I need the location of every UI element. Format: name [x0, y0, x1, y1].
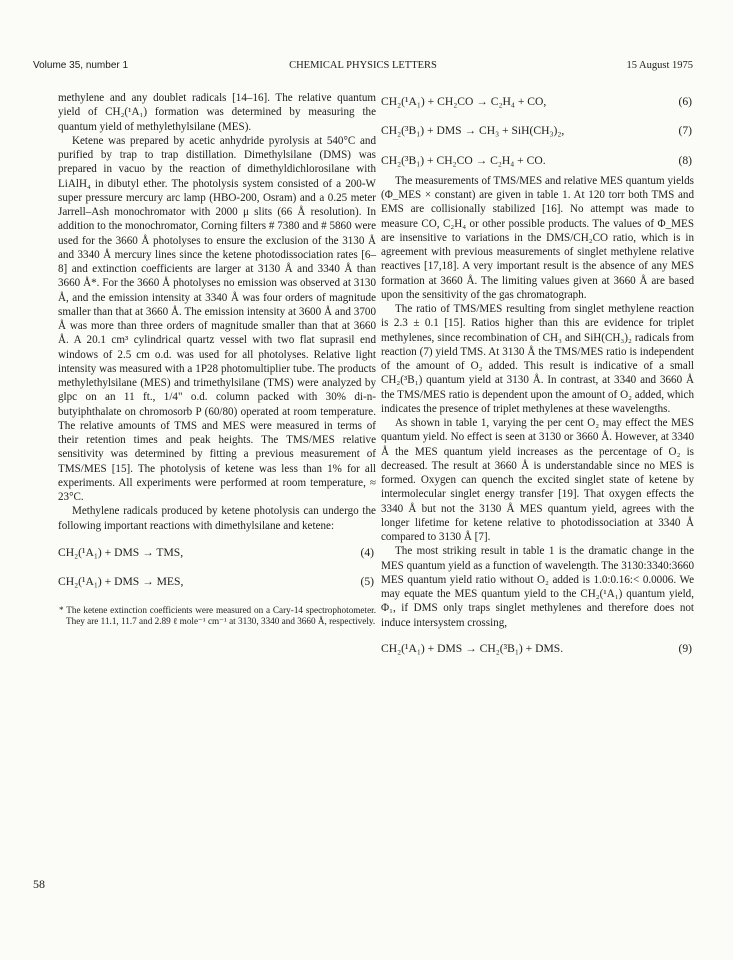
right-column	[381, 91, 694, 656]
footnote: * The ketene extinction coefficients were measured on a Cary-14 spectrophotometer. They are 11.1, 11.7 and 2.89 ℓ mole⁻¹ cm⁻¹ at 3130, 3340 and 3660 Å, respectively.	[59, 605, 376, 627]
issue-date: 15 August 1975	[626, 60, 693, 71]
equation-text: CH₂(¹A₁) + DMS → CH₂(³B₁) + DMS.	[381, 641, 564, 655]
equation-9	[381, 642, 694, 656]
equation-7	[381, 124, 694, 138]
running-header	[33, 60, 693, 76]
equation-text: CH₂(¹A₁) + DMS → TMS,	[58, 545, 184, 559]
equation-number: (8)	[678, 153, 692, 167]
equation-text: CH₂(³B₁) + CH₂CO → C₂H₄ + CO.	[381, 153, 546, 167]
equation-text: CH₂(³B₁) + DMS → CH₃ + SiH(CH₃)₂,	[381, 124, 565, 138]
paragraph: The most striking result in table 1 is the dramatic change in the MES quantum yield as a function of wavelength. The 3130:3340:3660 MES quantum yield ratio without O₂ added is 1.0:0.16:< 0.0006. We may equate the MES quantum yield to the CH₂(¹A₁) quantum yield, Φ₁, if DMS only traps singlet methylenes and therefore does not induce intersystem crossing,	[381, 545, 694, 629]
journal-title: CHEMICAL PHYSICS LETTERS	[289, 60, 437, 71]
equation-text: CH₂(¹A₁) + CH₂CO → C₂H₄ + CO,	[381, 95, 547, 108]
equation-8	[381, 154, 694, 168]
equation-4	[58, 546, 376, 560]
paragraph: Ketene was prepared by acetic anhydride pyrolysis at 540°C and purified by trap to trap distillation. Dimethylsilane (DMS) was prepared in vacuo by the reaction of dimethyldichlorosilane with LiAlH₄ in dibutyl ether. The photolysis system consisted of a 200-W super pressure mercury arc lamp (HBO-200, Osram) and a 0.25 meter Jarrell–Ash monochromator with 2000 μ slits (66 Å resolution). In addition to the monochromator, Corning filters # 7380 and # 5860 were used for the 3660 Å photolyses to ensure the exclusion of the 3130 Å and 3340 Å mercury lines since the ketene photodissociation rates [6–8] and extinction coefficients are larger at 3130 Å and 3340 Å than 3660 Å*. For the 3660 Å photolyses no emission was observed at 3130 Å, and the emission intensity at 3340 Å was four orders of magnitude smaller than that at 3660 Å. The emission intensity at 3600 Å and 3700 Å was more than three orders of magnitude smaller than that at 3660 Å. A 20.1 cm³ cylindrical quartz vessel with two flat suprasil end windows of 2.5 cm o.d. was used for all photolyses. Relative light intensity was measured with a 1P28 photomultiplier tube. The products methylethylsilane (MES) and trimethylsilane (TMS) were analyzed by glpc on an 11 ft., 1/4" o.d. column packed with 30% di-n-butyiphthalate on chromosorb P (60/80) operated at room temperature. The relative amounts of TMS and MES were measured in terms of their retention times and peak heights. The TMS/MES relative sensitivity was determined by fitting a previous measurement of TMS/MES [15]. The photolysis of ketene was less than 1% for all experiments. All experiments were performed at room temperature, ≈ 23°C.	[58, 134, 376, 503]
equation-number: (5)	[360, 575, 374, 588]
page-number: 58	[33, 877, 45, 891]
equation-5	[58, 575, 376, 589]
left-column	[58, 91, 376, 628]
paragraph: methylene and any doublet radicals [14–16]. The relative quantum yield of CH₂(¹A₁) formation was determined by measuring the quantum yield of methylethylsilane (MES).	[58, 92, 376, 133]
paragraph: As shown in table 1, varying the per cent O₂ may effect the MES quantum yield. No effect is seen at 3130 or 3660 Å. However, at 3340 Å the MES quantum yield increases as the percentage of O₂ is decreased. The result at 3660 Å is understandable since no MES is formed. Oxygen can quench the excited singlet state of ketene by intermolecular singlet energy transfer [19]. That oxygen effects the 3340 Å but not the 3130 Å MES quantum yield, agrees with the longer lifetime for ketene relative to photodissociation at 3340 Å compared to 3130 Å [7].	[381, 417, 694, 543]
paragraph: Methylene radicals produced by ketene photolysis can undergo the following important reactions with dimethylsilane and ketene:	[58, 505, 376, 532]
volume-label: Volume 35, number 1	[33, 60, 129, 71]
equation-text: CH₂(¹A₁) + DMS → MES,	[58, 575, 184, 588]
paragraph: The ratio of TMS/MES resulting from singlet methylene reaction is 2.3 ± 0.1 [15]. Ratios higher than this are evidence for triplet methylenes, since recombination of CH₃ and SiH(CH₃)₂ radicals from reaction (7) yield TMS. At 3130 Å the TMS/MES ratio is independent of the amount of O₂ added. This result is indicative of a small CH₂(³B₁) quantum yield at 3130 Å. In contrast, at 3340 and 3660 Å the TMS/MES ratio is dependent upon the amount of O₂ added, which indicates the presence of triplet methylenes at these wavelengths.	[381, 303, 694, 415]
equation-number: (4)	[360, 545, 374, 559]
paragraph: The measurements of TMS/MES and relative MES quantum yields (Φ_MES × constant) are given in table 1. At 120 torr both TMS and EMS are collisionally stabilized [16]. No attempt was made to measure CO, C₂H₄ or other possible products. The values of Φ_MES are insensitive to variations in the DMS/CH₂CO ratio, which is in agreement with previous measurements of singlet methylene relative reactives [17,18]. A very important result is the absence of any MES formation at 3660 Å. The limiting values given at 3660 Å are based upon the sensitivity of the gas chromatograph.	[381, 174, 694, 301]
equation-number: (7)	[678, 124, 692, 138]
equation-number: (6)	[678, 95, 692, 108]
equation-6	[381, 95, 694, 109]
equation-number: (9)	[678, 641, 692, 655]
